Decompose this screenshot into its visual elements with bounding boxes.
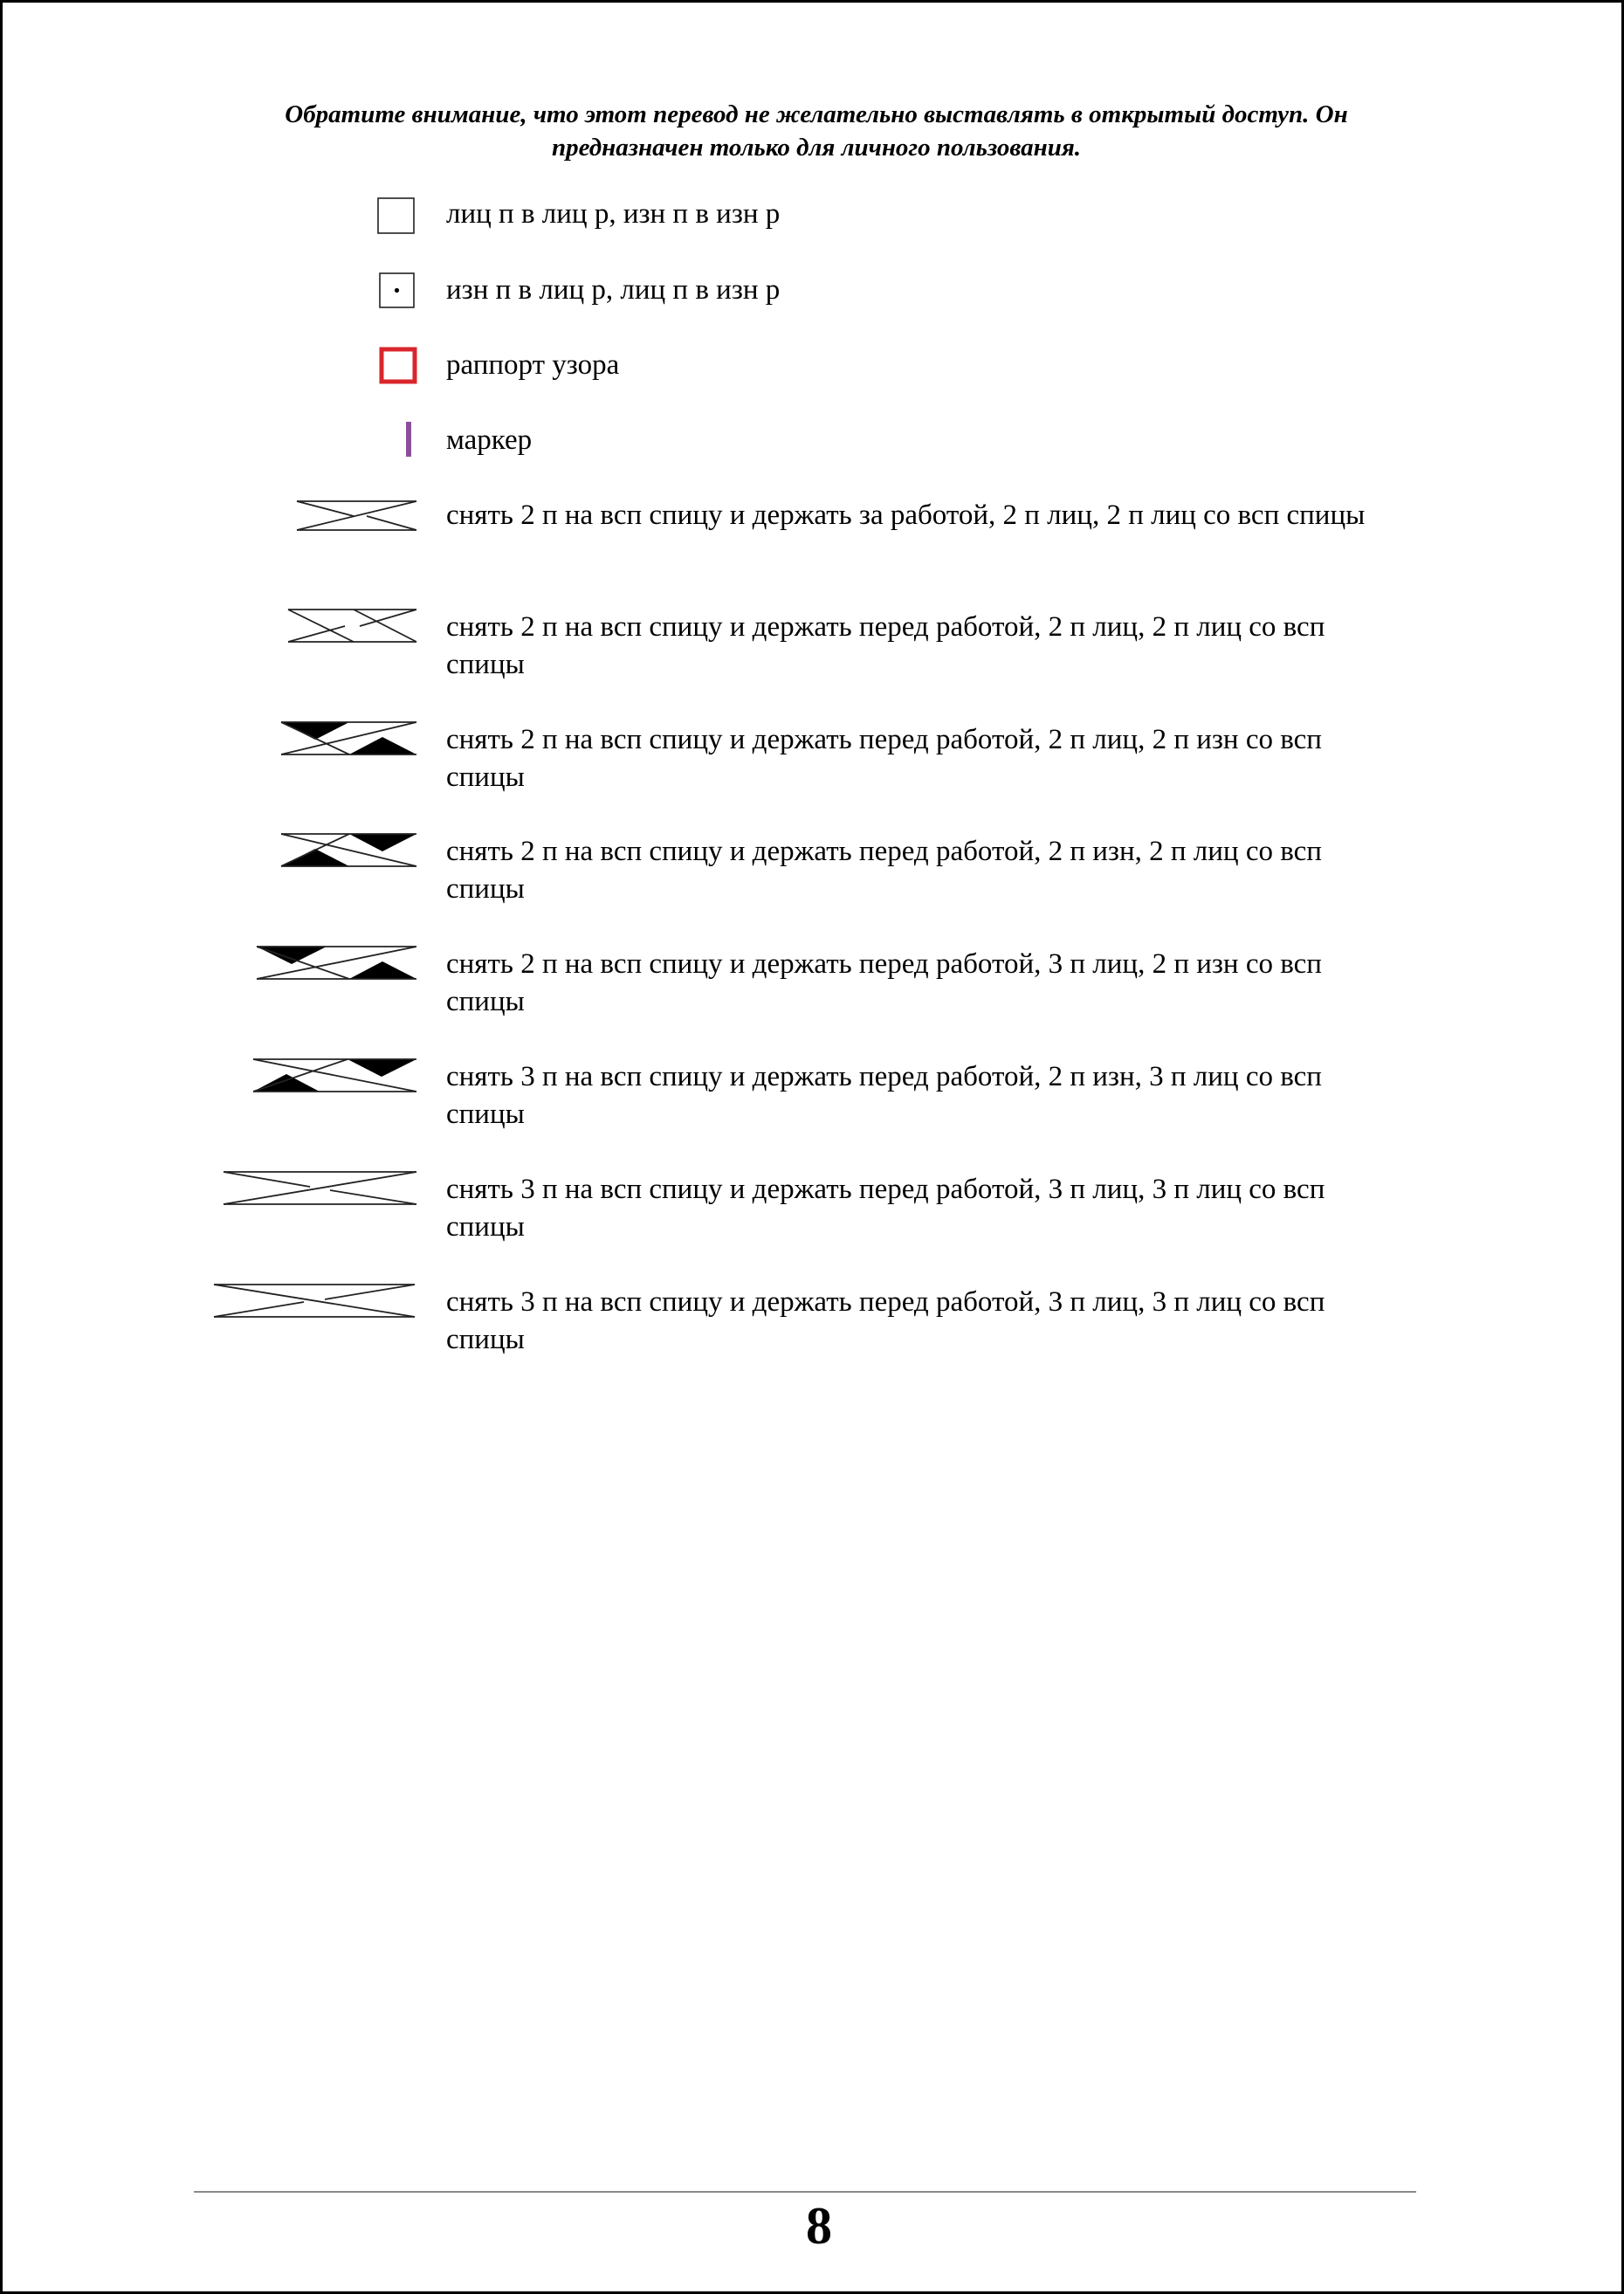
legend-text: снять 2 п на всп спицу и держать перед работой, 2 п лиц, 2 п лиц со всп спицы (446, 611, 1325, 680)
legend-text: снять 2 п на всп спицу и держать за работой, 2 п лиц, 2 п лиц со всп спицы (446, 499, 1366, 531)
cable-2-2-left-icon (0, 609, 437, 652)
cable-3-3-right-icon (0, 1171, 437, 1215)
legend-text: снять 3 п на всп спицу и держать перед работой, 3 п лиц, 3 п лиц со всп спицы (446, 1286, 1325, 1355)
legend-text: снять 3 п на всп спицу и держать перед работой, 3 п лиц, 3 п лиц со всп спицы (446, 1174, 1325, 1243)
knit-square-icon (0, 196, 437, 239)
legend-text: снять 2 п на всп спицу и держать перед работой, 3 п лиц, 2 п изн со всп спицы (446, 948, 1322, 1017)
marker-icon (0, 422, 437, 465)
purl-dot-square-icon (0, 272, 437, 315)
legend-text: раппорт узора (446, 349, 620, 381)
pattern-repeat-icon (0, 347, 437, 390)
cable-2-2-right-icon (0, 497, 437, 541)
legend-text: снять 3 п на всп спицу и держать перед работой, 2 п изн, 3 п лиц со всп спицы (446, 1061, 1322, 1130)
notice-line-1: Обратите внимание, что этот перевод не желательно выставлять в открытый доступ. Он (285, 100, 1348, 128)
cable-2-2-left-purl-icon (0, 721, 437, 765)
cable-3-2-purl-icon (0, 946, 437, 989)
page-number: 8 (806, 2197, 832, 2255)
footer-divider (194, 2191, 1416, 2193)
legend-text: маркер (446, 424, 533, 456)
legend-text: изн п в лиц р, лиц п в изн р (446, 274, 781, 306)
legend-text: снять 2 п на всп спицу и держать перед работой, 2 п изн, 2 п лиц со всп спицы (446, 836, 1322, 905)
privacy-notice (201, 98, 1432, 164)
legend-text: лиц п в лиц р, изн п в изн р (446, 198, 781, 230)
notice-line-2: предназначен только для личного пользования. (551, 134, 1082, 162)
legend-text: снять 2 п на всп спицу и держать перед работой, 2 п лиц, 2 п изн со всп спицы (446, 724, 1322, 793)
cable-2-3-purl-icon (0, 1058, 437, 1102)
cable-2-2-left-purl-front-icon (0, 833, 437, 877)
cable-3-3-left-icon (0, 1284, 437, 1327)
